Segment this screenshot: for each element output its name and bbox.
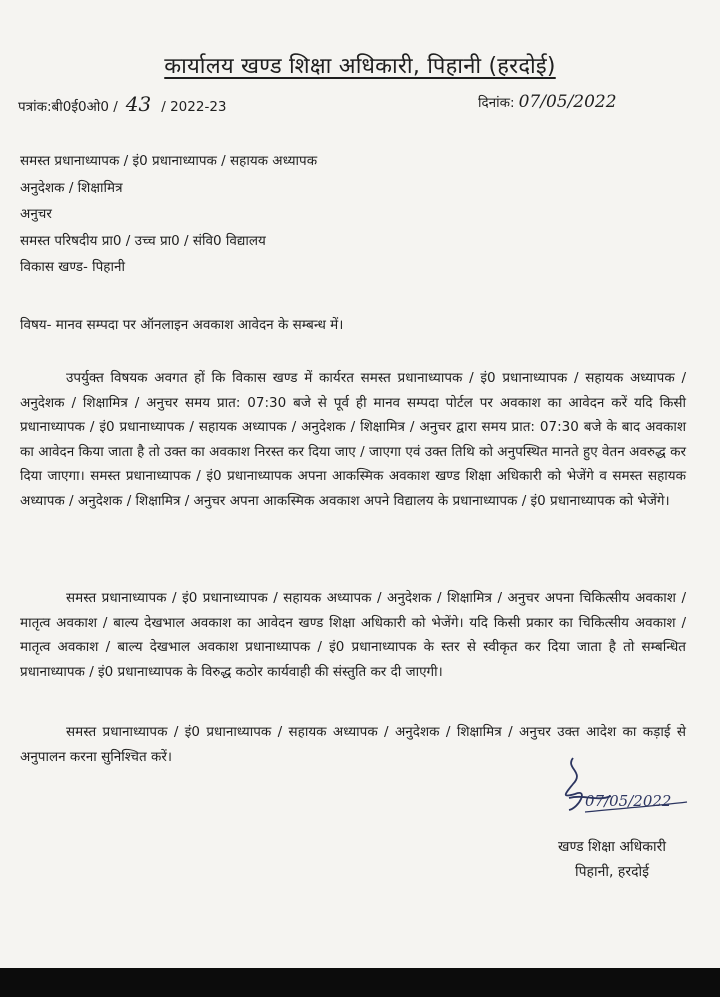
office-title: कार्यालय खण्ड शिक्षा अधिकारी, पिहानी (हरदोई) [164,54,556,79]
signature-date: 07/05/2022 [585,792,672,810]
recipient-line: विकास खण्ड- पिहानी [20,259,125,275]
signatory-block [537,835,687,885]
recipient-line: अनुदेशक / शिक्षामित्र [20,179,123,196]
ref-number-handwritten: 43 [125,92,152,116]
reference-number [18,92,227,116]
paragraph-text: समस्त प्रधानाध्यापक / इं0 प्रधानाध्यापक / सहायक अध्यापक / अनुदेशक / शिक्षामित्र / अनुचर अपना चिकित्सीय अवकाश / मातृत्व अवकाश / बाल्य देखभाल अवकाश का आवेदन खण्ड शिक्षा अधिकारी को भेजेंगे। यदि किसी प्रकार का चिकित्सीय अवकाश / मातृत्व अवकाश / बाल्य देखभाल अवकाश प्रधानाध्यापक / इं0 प्रधानाध्यापक के स्तर से स्वीकृत कर दिया जाता है तो सम्बन्धित प्रधानाध्यापक / इं0 प्रधानाध्यापक के विरुद्ध कठोर कार्यवाही की संस्तुति कर दी जाएगी। [20,590,686,680]
signatory-place: पिहानी, हरदोई [574,864,650,880]
recipient-line: समस्त प्रधानाध्यापक / इं0 प्रधानाध्यापक / सहायक अध्यापक [20,153,318,169]
letter-date [478,92,617,112]
date-handwritten: 07/05/2022 [518,92,617,112]
recipients-block [20,148,317,281]
signature-mark [555,750,695,820]
paragraph-text: उपर्युक्त विषयक अवगत हों कि विकास खण्ड में कार्यरत समस्त प्रधानाध्यापक / इं0 प्रधानाध्यापक / सहायक अध्यापक / अनुदेशक / शिक्षामित्र / अनुचर समय प्रात: 07:30 बजे से पूर्व ही मानव सम्पदा पोर्टल पर अवकाश का आवेदन करें यदि किसी प्रधानाध्यापक / इं0 प्रधानाध्यापक / सहायक अध्यापक / अनुदेशक / शिक्षामित्र / अनुचर द्वारा समय प्रात: 07:30 बजे के बाद अवकाश का आवेदन किया जाता है तो उक्त का अवकाश निरस्त कर दिया जाए / जाएगा एवं उक्त तिथि को अनुपस्थित मानते हुए वेतन अवरुद्ध कर दिया जाएगा। समस्त प्रधानाध्यापक / इं0 प्रधानाध्यापक अपना आकस्मिक अवकाश खण्ड शिक्षा अधिकारी को भेजेंगे व समस्त सहायक अध्यापक / अनुदेशक / शिक्षामित्र / अनुचर अपना आकस्मिक अवकाश अपने विद्यालय के प्रधानाध्यापक / इं0 प्रधानाध्यापक को भेजेंगे। [20,370,686,509]
ref-year: / 2022-23 [161,99,227,115]
signatory-designation: खण्ड शिक्षा अधिकारी [558,839,666,855]
paragraph-text: समस्त प्रधानाध्यापक / इं0 प्रधानाध्यापक / सहायक अध्यापक / अनुदेशक / शिक्षामित्र / अनुचर उक्त आदेश का कड़ाई से अनुपालन करना सुनिश्चित करें। [20,724,686,765]
body-paragraph-2 [20,586,686,684]
recipient-line: समस्त परिषदीय प्रा0 / उच्च प्रा0 / संवि0 विद्यालय [20,232,266,249]
date-label: दिनांक: [478,95,515,111]
subject-line: विषय- मानव सम्पदा पर ऑनलाइन अवकाश आवेदन के सम्बन्ध में। [20,317,344,333]
bottom-black-bar [0,968,720,997]
body-paragraph-1 [20,366,686,513]
ref-prefix: पत्रांक:बी0ई0ओ0 / [18,99,118,115]
recipient-line: अनुचर [20,206,52,222]
